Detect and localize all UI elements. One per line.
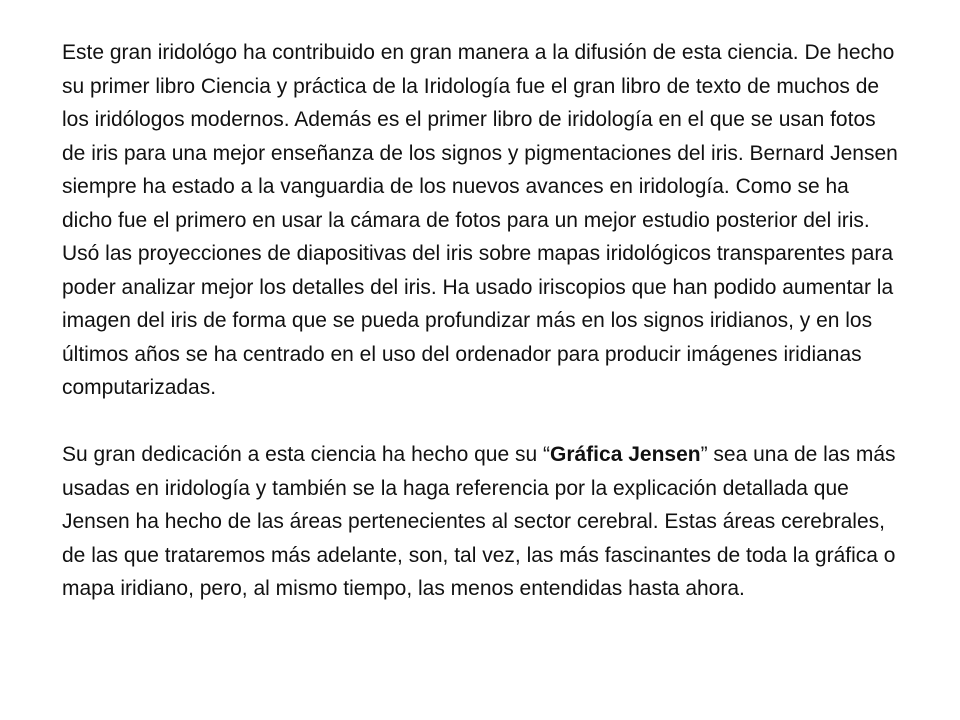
paragraph-gap	[62, 405, 902, 439]
paragraph-jensen-contributions: Este gran iridológo ha contribuido en gran manera a la difusión de esta ciencia. De hecho su primer libro Ciencia y práctica de la Iridología fue el gran libro de texto de muchos de los iridólogos modernos. Además es el primer libro de iridología en el que se usan fotos de iris para una mejor enseñanza de los signos y pigmentaciones del iris. Bernard Jensen siempre ha estado a la vanguardia de los nuevos avances en iridología. Como se ha dicho fue el primero en usar la cámara de fotos para un mejor estudio posterior del iris. Usó las proyecciones de diapositivas del iris sobre mapas iridológicos transparentes para poder analizar mejor los detalles del iris. Ha usado iriscopios que han podido aumentar la imagen del iris de forma que se pueda profundizar más en los signos iridianos, y en los últimos años se ha centrado en el uso del ordenador para producir imágenes iridianas computarizadas.	[62, 41, 898, 399]
paragraph-2-rest: ” sea una de las más usadas en iridología y también se la haga referencia por la explicación detallada que Jensen ha hecho de las áreas pertenecientes al sector cerebral. Estas áreas cerebrales, de las que trataremos más adelante, son, tal vez, las más fascinantes de toda la gráfica o mapa iridiano, pero, al mismo tiempo, las menos entendidas hasta ahora.	[62, 443, 896, 600]
paragraph-grafica-jensen	[62, 438, 902, 606]
text-body	[62, 36, 902, 606]
grafica-jensen-bold-term: Gráfica Jensen	[550, 443, 701, 466]
paragraph-2-intro: Su gran dedicación a esta ciencia ha hecho que su “	[62, 443, 550, 466]
